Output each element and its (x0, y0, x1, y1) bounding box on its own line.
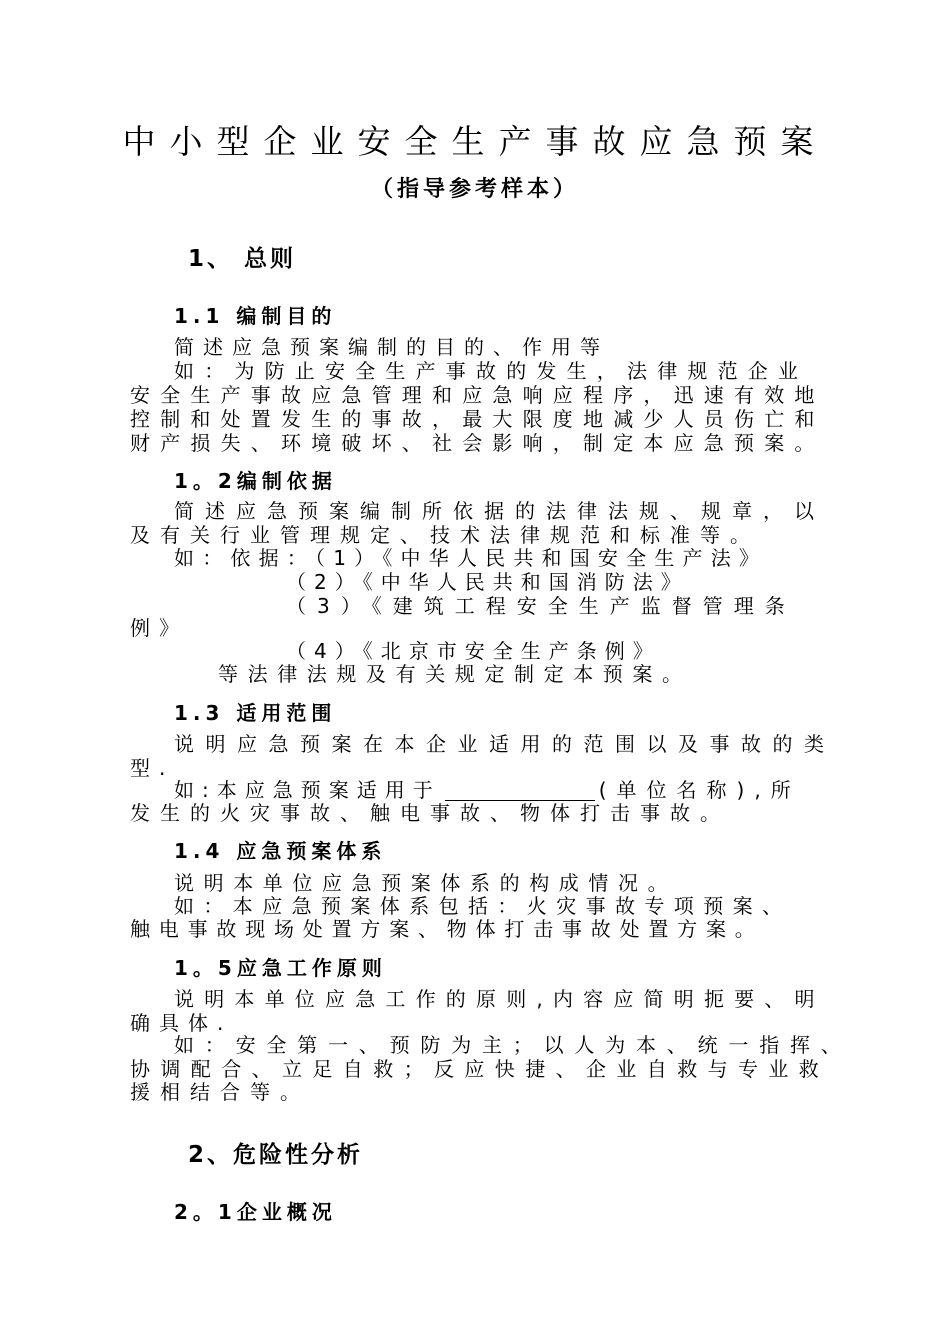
paragraph-line: （4）《北京市安全生产条例》 (286, 639, 661, 663)
document-subtitle: （指导参考样本） (370, 177, 579, 202)
paragraph-line: 财产损失、环境破坏、社会影响，制定本应急预案。 (130, 431, 825, 455)
paragraph-line: 如：依据：（1）《中华人民共和国安全生产法》 (174, 546, 768, 570)
paragraph-line: 及有关行业管理规定、技术法律规范和标准等。 (130, 523, 760, 547)
paragraph-line: 如：安全第一、预防为主；以人为本、统一指挥、 (174, 1033, 852, 1057)
paragraph-line: 例》 (130, 616, 188, 640)
paragraph-line: （3）《建筑工程安全生产监督管理条 (286, 594, 796, 618)
paragraph-line: 发生的火灾事故、触电事故、物体打击事故。 (130, 801, 730, 825)
paragraph-line: 等法律法规及有关规定制定本预案。 (218, 662, 692, 686)
document-title: 中小型企业安全生产事故应急预案 (122, 122, 828, 161)
paragraph-line: 触电事故现场处置方案、物体打击事故处置方案。 (130, 917, 764, 941)
paragraph-line: 简述应急预案编制的目的、作用等 (174, 335, 609, 359)
section-2-heading: 2、危险性分析 (188, 1142, 364, 1168)
paragraph-line: 说明应急预案在本企业适用的范围以及事故的类 (174, 732, 836, 756)
paragraph-line: 控制和处置发生的事故，最大限度地减少人员伤亡和 (130, 407, 825, 431)
subsection-1-3-heading: 1.3 适用范围 (174, 701, 337, 725)
paragraph-line: 简述应急预案编制所依据的法律法规、规章，以 (174, 499, 825, 523)
section-1-heading: 1、 总则 (188, 246, 297, 272)
subsection-1-4-heading: 1.4 应急预案体系 (174, 839, 387, 863)
paragraph-line: 如：本应急预案体系包括：火灾事故专项预案、 (174, 894, 792, 918)
subsection-1-2-heading: 1。2编制依据 (174, 469, 337, 493)
paragraph-line: 如：为防止安全生产事故的发生，法律规范企业 (174, 359, 809, 383)
subsection-1-1-heading: 1.1 编制目的 (174, 304, 337, 328)
subsection-1-5-heading: 1。5应急工作原则 (174, 956, 387, 980)
subsection-2-1-heading: 2。1企业概况 (174, 1200, 337, 1224)
paragraph-line: 安全生产事故应急管理和应急响应程序，迅速有效地 (130, 383, 825, 407)
paragraph-line: 如:本应急预案适用于 (单位名称),所 (174, 778, 801, 802)
paragraph-line: 型. (130, 756, 175, 780)
paragraph-line: （2）《中华人民共和国消防法》 (286, 570, 689, 594)
paragraph-line: 协调配合、立足自救；反应快捷、企业自救与专业救 (130, 1057, 830, 1081)
unit-name-blank (445, 780, 595, 801)
paragraph-line: 确具体. (130, 1011, 233, 1035)
paragraph-line: 说明本单位应急工作的原则,内容应简明扼要、明 (174, 987, 825, 1011)
paragraph-line: 说明本单位应急预案体系的构成情况。 (174, 871, 678, 895)
paragraph-line: 援相结合等。 (130, 1080, 310, 1104)
